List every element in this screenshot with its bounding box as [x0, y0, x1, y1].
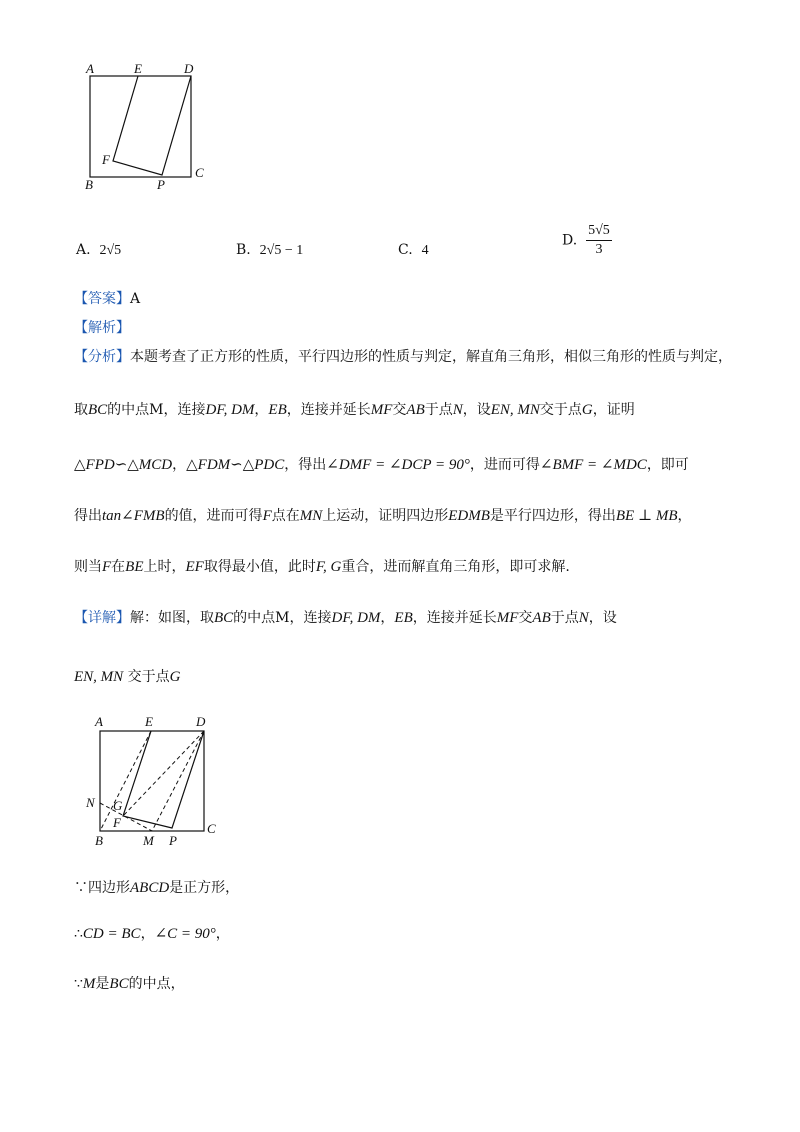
label-e: E — [134, 61, 142, 76]
label-c: C — [207, 821, 216, 836]
step-2: ∴CD = BC，∠C = 90°， — [74, 926, 230, 942]
label-n: N — [86, 795, 95, 810]
label-d: D — [196, 714, 206, 729]
option-a-value: 2√5 — [99, 243, 122, 258]
label-p: P — [169, 833, 177, 848]
step-1: ∵四边形ABCD是正方形， — [74, 880, 240, 896]
label-d: D — [184, 61, 194, 76]
option-c: C. 4 — [398, 242, 429, 258]
analysis-line-5: 则当F在BE上时，EF取得最小值，此时F, G重合，进而解直角三角形，即可求解. — [74, 559, 570, 575]
label-f: F — [113, 815, 121, 830]
label-e: E — [145, 714, 153, 729]
answer-value: A — [130, 291, 141, 307]
label-p: P — [157, 177, 165, 192]
label-a: A — [95, 714, 103, 729]
analysis-line-2: 取BC的中点M，连接DF, DM，EB，连接并延长MF交AB于点N，设EN, MN交于点G，证明 — [74, 402, 635, 418]
analysis-tag: 【解析】 — [74, 320, 130, 336]
answer-line: 【答案】A — [74, 291, 141, 307]
option-a: A. 2√5 — [76, 242, 122, 258]
solution-line-2: EN, MN 交于点G — [74, 669, 181, 685]
analysis-line-4: 得出tan∠FMB的值，进而可得F点在MN上运动，证明四边形EDMB是平行四边形，得出BE ⊥ MB， — [74, 508, 692, 524]
figure-construction — [80, 712, 230, 852]
option-d-fraction: $\frac{5√5}{3}$ — [588, 223, 610, 257]
option-b: B. 2√5 − 1 — [236, 242, 304, 258]
label-a: A — [86, 61, 94, 76]
label-m: M — [143, 833, 154, 848]
label-f: F — [102, 152, 110, 167]
analysis-line-1: 【分析】本题考查了正方形的性质，平行四边形的性质与判定，解直角三角形，相似三角形的性质与判定， — [74, 349, 732, 365]
analysis-line-3: △FPD∽△MCD，△FDM∽△PDC，得出∠DMF = ∠DCP = 90°，进而可得∠BMF = ∠MDC，即可 — [74, 457, 689, 473]
option-d: D. $\frac{5√5}{3}$ — [562, 223, 610, 257]
label-b: B — [85, 177, 93, 192]
solution-line-1: 【详解】解：如图，取BC的中点M，连接DF, DM，EB，连接并延长MF交AB于点N，设 — [74, 610, 617, 626]
step-3: ∵M是BC的中点， — [74, 976, 185, 992]
label-g: G — [113, 798, 123, 813]
label-b: B — [95, 833, 103, 848]
option-b-value: 2√5 − 1 — [259, 243, 304, 258]
label-c: C — [195, 165, 204, 180]
option-c-value: 4 — [421, 243, 429, 258]
figure-square-abcd — [78, 58, 218, 198]
